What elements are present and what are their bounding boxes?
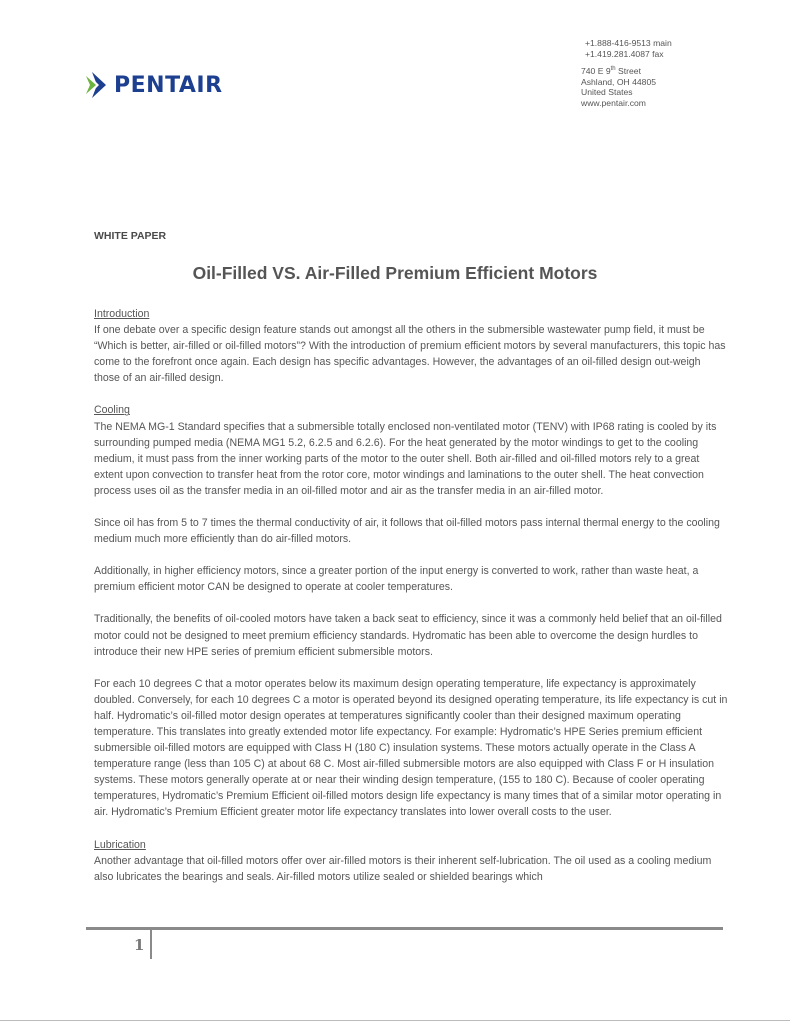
paragraph: Additionally, in higher efficiency motors, since a greater portion of the input energy is converted to work, rather than waste heat, a premium efficient motor CAN be designed to operate at cooler temperatures. xyxy=(94,565,699,594)
document-body xyxy=(94,306,728,885)
page-edge xyxy=(0,1020,790,1021)
paragraph: For each 10 degrees C that a motor operates below its maximum design operating temperature, life expectancy is approximately doubled. Conversely, for each 10 degrees C a motor is operated beyond its designed operating temperature, its life expectancy is cut in half. Hydromatic’s oil-filled motor design operates at temperatures significantly cooler than their designed maximum operating temperature. This translates into greatly extended motor life expectancy. For example: Hydromatic’s HPE Series premium efficient submersible oil-filled motors are equipped with Class H (180 C) insulation systems. These motors actually operate in the Class A temperature range (less than 105 C) at about 68 C. Most air-filled submersible motors are also equipped with Class F or H insulation systems. These motors generally operate at or near their winding design temperature, (155 to 180 C). Because of cooler operating temperatures, Hydromatic’s Premium Efficient oil-filled motors design life expectancy is many times that of a similar motor operating in air. Hydromatic’s Premium Efficient greater motor life expectancy translates into lower overall costs to the user. xyxy=(94,677,728,819)
pentair-arrow-icon xyxy=(84,68,108,102)
page-number: 1 xyxy=(134,936,145,954)
paragraph: Traditionally, the benefits of oil-cooled motors have taken a back seat to efficiency, since it was a commonly held belief that an oil-filled motor could not be designed to meet premium efficiency standards. Hydromatic has been able to overcome the design hurdles to introduce their new HPE series of premium efficient submersible motors. xyxy=(94,613,722,658)
section-cooling xyxy=(94,402,728,820)
footer-rule xyxy=(86,927,723,930)
country: United States xyxy=(581,87,633,98)
page-number-divider xyxy=(150,930,152,959)
section-introduction xyxy=(94,306,728,386)
paragraph: The NEMA MG-1 Standard specifies that a submersible totally enclosed non-ventilated motor (TENV) with IP68 rating is cooled by its surrounding pumped media (NEMA MG1 5.2, 6.2.5 and 6.2.6). For the heat generated by the motor windings to get to the cooling medium, it must pass from the inner working parts of the motor to the outer shell. Both air-filled and oil-filled motors rely to a great extent upon convection to transfer heat from the rotor core, motor windings and laminations to the outer shell. The heat convection process uses oil as the transfer media in an oil-filled motor and air as the transfer media in an air-filled motor. xyxy=(94,420,717,497)
document-label: WHITE PAPER xyxy=(94,230,167,242)
pentair-logo xyxy=(84,68,223,102)
brand-name: PENTAIR xyxy=(114,72,223,98)
phone-fax: +1.419.281.4087 fax xyxy=(585,48,664,59)
section-lubrication xyxy=(94,837,728,885)
website: www.pentair.com xyxy=(581,97,646,108)
street-address: 740 E 9th Street xyxy=(581,66,641,77)
contact-block xyxy=(581,38,672,108)
phone-main: +1.888-416-9513 main xyxy=(585,38,672,48)
city-address: Ashland, OH 44805 xyxy=(581,76,657,87)
section-heading: Lubrication xyxy=(94,838,146,851)
document-title: Oil-Filled VS. Air-Filled Premium Efficient Motors xyxy=(192,263,598,283)
paragraph: Since oil has from 5 to 7 times the thermal conductivity of air, it follows that oil-filled motors pass internal thermal energy to the cooling medium much more efficiently than do air-filled motors. xyxy=(94,517,720,546)
paragraph: If one debate over a specific design feature stands out amongst all the others in the submersible wastewater pump field, it must be “Which is better, air-filled or oil-filled motors”? With the introduction of premium efficient motors by several manufacturers, this topic has come to the forefront once again. Each design has specific advantages. However, the advantages of an oil-filled design out-weigh those of an air-filled design. xyxy=(94,324,726,385)
section-heading: Cooling xyxy=(94,404,130,417)
paragraph: Another advantage that oil-filled motors offer over air-filled motors is their inherent self-lubrication. The oil used as a cooling medium also lubricates the bearings and seals. Air-filled motors utilize sealed or shielded bearings which xyxy=(94,854,712,883)
section-heading: Introduction xyxy=(94,308,150,320)
